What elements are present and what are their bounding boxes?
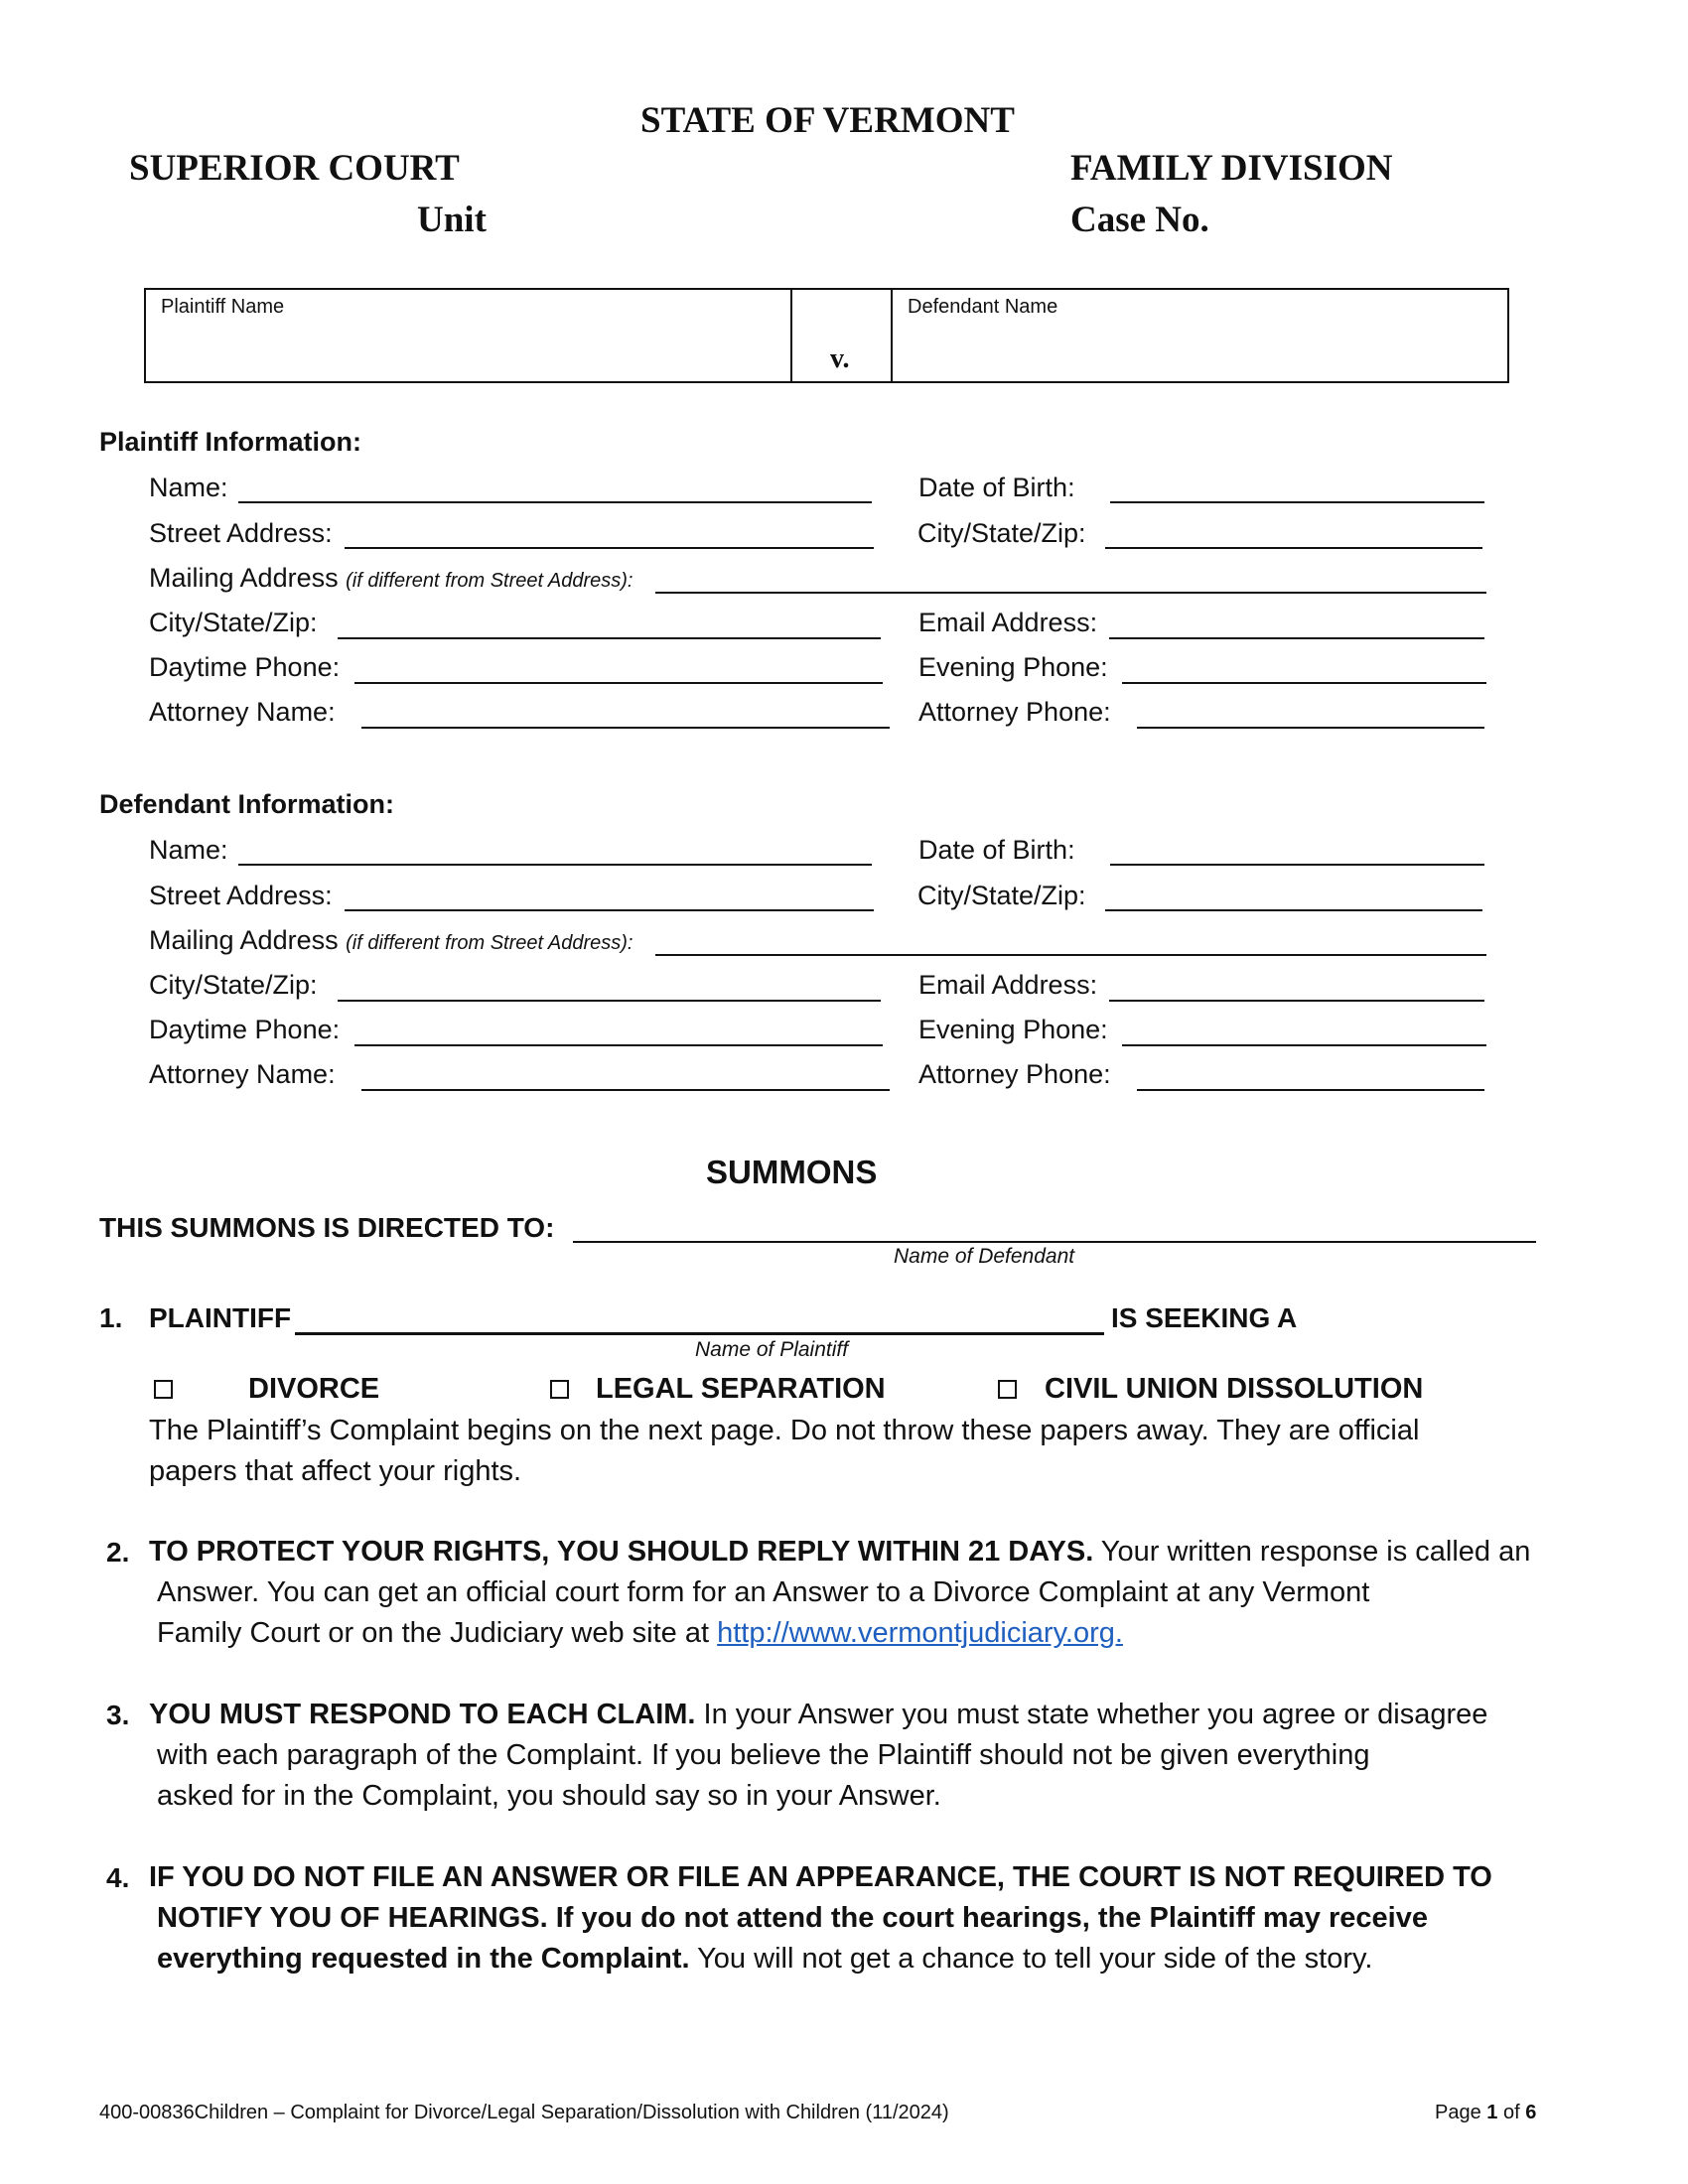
case-caption-box	[144, 288, 1509, 383]
defendant-attorney-name-field[interactable]	[361, 1089, 890, 1091]
legal-separation-checkbox[interactable]	[550, 1380, 569, 1399]
item3-number: 3.	[106, 1700, 130, 1730]
defendant-attorney-phone-field[interactable]	[1137, 1089, 1484, 1091]
item4-line2-bold: NOTIFY YOU OF HEARINGS. If you do not attend the court hearings, the Plaintiff may receive	[157, 1902, 1428, 1934]
defendant-attorney-phone-label: Attorney Phone:	[918, 1059, 1111, 1089]
defendant-attorney-name-label: Attorney Name:	[149, 1059, 336, 1089]
case-number-label: Case No.	[1070, 200, 1209, 240]
defendant-city-field[interactable]	[338, 1000, 881, 1002]
item2-line3	[149, 1613, 1530, 1654]
defendant-dob-label: Date of Birth:	[918, 835, 1075, 865]
plaintiff-daytime-phone-label: Daytime Phone:	[149, 652, 341, 682]
plaintiff-name-cell[interactable]	[146, 290, 792, 381]
item4-line3-bold: everything requested in the Complaint.	[157, 1943, 690, 1975]
item1-line2: papers that affect your rights.	[149, 1455, 522, 1487]
item2-line1-rest: Your written response is called an	[1093, 1536, 1531, 1568]
name-of-plaintiff-caption: Name of Plaintiff	[695, 1338, 849, 1361]
plaintiff-attorney-phone-label: Attorney Phone:	[918, 697, 1111, 727]
directed-to-field[interactable]	[573, 1241, 1536, 1243]
page-prefix: Page	[1435, 2102, 1487, 2123]
page-total: 6	[1525, 2102, 1537, 2123]
plaintiff-city-right-label: City/State/Zip:	[917, 518, 1086, 548]
legal-separation-option-label: LEGAL SEPARATION	[596, 1373, 886, 1405]
footer-form-id: 400-00836Children – Complaint for Divorce/Legal Separation/Dissolution with Children (11/2024)	[99, 2102, 949, 2123]
item1-plaintiff-label: PLAINTIFF	[149, 1302, 292, 1333]
item4-number: 4.	[106, 1862, 130, 1893]
item1-line1: The Plaintiff’s Complaint begins on the next page. Do not throw these papers away. They are official	[149, 1415, 1420, 1446]
defendant-email-label: Email Address:	[918, 970, 1098, 1000]
defendant-info-heading: Defendant Information:	[99, 789, 394, 819]
plaintiff-street-label: Street Address:	[149, 518, 333, 548]
defendant-street-field[interactable]	[345, 909, 874, 911]
page-current: 1	[1486, 2102, 1498, 2123]
item1-plaintiff-field[interactable]	[295, 1332, 1104, 1335]
footer-page-number	[1435, 2102, 1536, 2124]
item3-paragraph	[149, 1695, 1487, 1817]
item3-line2: with each paragraph of the Complaint. If you believe the Plaintiff should not be given everything	[157, 1739, 1370, 1771]
divorce-checkbox[interactable]	[154, 1380, 173, 1399]
defendant-email-field[interactable]	[1109, 1000, 1484, 1002]
item4-paragraph	[149, 1857, 1492, 1979]
plaintiff-email-label: Email Address:	[918, 608, 1098, 637]
judiciary-website-link[interactable]: http://www.vermontjudiciary.org.	[717, 1617, 1123, 1649]
plaintiff-city-right-field[interactable]	[1105, 547, 1482, 549]
defendant-evening-phone-label: Evening Phone:	[918, 1015, 1108, 1044]
plaintiff-street-field[interactable]	[345, 547, 874, 549]
plaintiff-name-label: Plaintiff Name	[161, 296, 285, 318]
divorce-option-label: DIVORCE	[248, 1373, 380, 1405]
item2-bold-text: TO PROTECT YOUR RIGHTS, YOU SHOULD REPLY WITHIN 21 DAYS.	[149, 1536, 1094, 1568]
plaintiff-info-heading: Plaintiff Information:	[99, 427, 361, 457]
item4-line1-bold: IF YOU DO NOT FILE AN ANSWER OR FILE AN APPEARANCE, THE COURT IS NOT REQUIRED TO	[149, 1861, 1492, 1893]
item1-number: 1.	[99, 1302, 123, 1333]
directed-to-label: THIS SUMMONS IS DIRECTED TO:	[99, 1212, 555, 1243]
defendant-name-label: Name:	[149, 835, 228, 865]
plaintiff-name-label: Name:	[149, 473, 228, 502]
civil-union-dissolution-checkbox[interactable]	[998, 1380, 1017, 1399]
plaintiff-mailing-note: (if different from Street Address):	[346, 570, 633, 592]
defendant-name-cell[interactable]	[893, 290, 1507, 381]
item2-line1	[149, 1532, 1530, 1572]
item2-paragraph	[149, 1532, 1530, 1654]
plaintiff-mailing-field[interactable]	[655, 592, 1486, 594]
plaintiff-mailing-label	[149, 563, 633, 594]
defendant-evening-phone-field[interactable]	[1122, 1044, 1486, 1046]
defendant-dob-field[interactable]	[1110, 864, 1484, 866]
plaintiff-city-label: City/State/Zip:	[149, 608, 318, 637]
defendant-name-label: Defendant Name	[908, 296, 1058, 318]
defendant-mailing-note: (if different from Street Address):	[346, 932, 633, 954]
plaintiff-dob-label: Date of Birth:	[918, 473, 1075, 502]
item2-number: 2.	[106, 1537, 130, 1568]
item2-line3-text: Family Court or on the Judiciary web site at	[157, 1617, 718, 1649]
item3-bold-text: YOU MUST RESPOND TO EACH CLAIM.	[149, 1699, 696, 1730]
defendant-city-label: City/State/Zip:	[149, 970, 318, 1000]
item4-line2	[149, 1898, 1492, 1939]
versus-label: v.	[830, 343, 850, 374]
defendant-city-right-label: City/State/Zip:	[917, 881, 1086, 910]
item4-line3	[149, 1939, 1492, 1979]
item3-line1-rest: In your Answer you must state whether you agree or disagree	[695, 1699, 1488, 1730]
plaintiff-email-field[interactable]	[1109, 637, 1484, 639]
plaintiff-evening-phone-label: Evening Phone:	[918, 652, 1108, 682]
item1-seeking-label: IS SEEKING A	[1111, 1302, 1298, 1333]
item4-line3-rest: You will not get a chance to tell your side of the story.	[689, 1943, 1373, 1975]
plaintiff-mailing-text: Mailing Address	[149, 563, 339, 593]
defendant-mailing-label	[149, 925, 633, 956]
defendant-daytime-phone-field[interactable]	[354, 1044, 883, 1046]
item2-line2: Answer. You can get an official court form for an Answer to a Divorce Complaint at any Vermont	[157, 1576, 1370, 1608]
versus-cell	[792, 290, 893, 381]
name-of-defendant-caption: Name of Defendant	[894, 1245, 1075, 1268]
state-title: STATE OF VERMONT	[640, 100, 1015, 141]
unit-label: Unit	[417, 200, 487, 240]
defendant-mailing-field[interactable]	[655, 954, 1486, 956]
court-name: SUPERIOR COURT	[129, 148, 460, 189]
division-name: FAMILY DIVISION	[1070, 148, 1393, 189]
plaintiff-daytime-phone-field[interactable]	[354, 682, 883, 684]
defendant-daytime-phone-label: Daytime Phone:	[149, 1015, 341, 1044]
defendant-mailing-text: Mailing Address	[149, 925, 339, 955]
plaintiff-attorney-name-field[interactable]	[361, 727, 890, 729]
page-mid: of	[1497, 2102, 1526, 2123]
civil-union-dissolution-option-label: CIVIL UNION DISSOLUTION	[1045, 1373, 1424, 1405]
item4-line1	[149, 1857, 1492, 1898]
summons-title: SUMMONS	[706, 1154, 878, 1190]
item3-line3: asked for in the Complaint, you should say so in your Answer.	[157, 1780, 941, 1812]
plaintiff-name-field[interactable]	[238, 501, 872, 503]
defendant-city-right-field[interactable]	[1105, 909, 1482, 911]
defendant-name-field[interactable]	[238, 864, 872, 866]
item3-line1	[149, 1695, 1487, 1735]
plaintiff-dob-field[interactable]	[1110, 501, 1484, 503]
plaintiff-attorney-phone-field[interactable]	[1137, 727, 1484, 729]
plaintiff-attorney-name-label: Attorney Name:	[149, 697, 336, 727]
item1-paragraph	[149, 1411, 1419, 1492]
defendant-street-label: Street Address:	[149, 881, 333, 910]
plaintiff-city-field[interactable]	[338, 637, 881, 639]
plaintiff-evening-phone-field[interactable]	[1122, 682, 1486, 684]
